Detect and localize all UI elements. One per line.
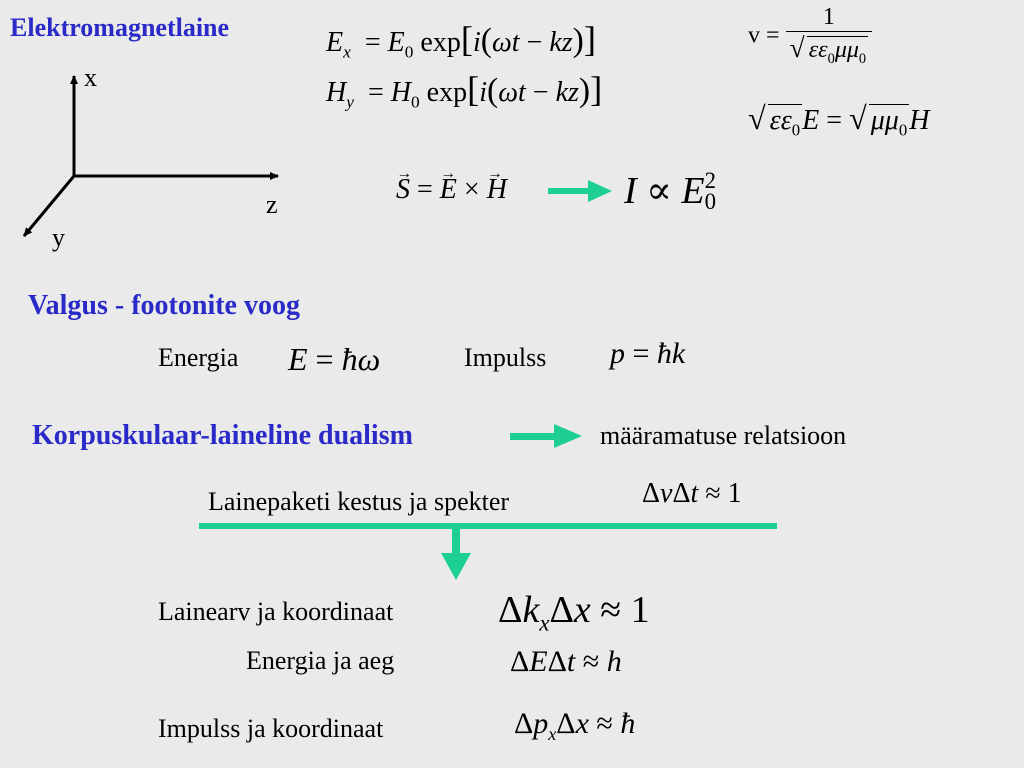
- equation-photon-energy: E = ħω: [288, 341, 381, 377]
- energy-label: Energia: [158, 343, 239, 372]
- slide-title: Elektromagnetlaine: [10, 13, 230, 42]
- equation-photon-momentum: p = ħk: [610, 337, 686, 370]
- wavepacket-label: Lainepaketi kestus ja spekter: [208, 487, 510, 516]
- equation-wavenumber-coordinate: $\Delta k_x\Delta x \approx 1$: [498, 589, 650, 636]
- uncertainty-relation-label: määramatuse relatsioon: [600, 421, 847, 450]
- wavepacket-bracket: [199, 523, 777, 580]
- section-heading-duality: Korpuskulaar-laineline dualism: [32, 420, 413, 451]
- equation-intensity: I ∝ E 2 0: [624, 168, 716, 214]
- y-axis-label: y: [52, 223, 65, 252]
- equation-ex: $E_x = E_0$ exp[i(ωt − kz)]: [326, 19, 596, 62]
- arrow-duality: [510, 424, 582, 448]
- relation-label-momentum-coordinate: Impulss ja koordinaat: [158, 714, 384, 743]
- relation-label-energy-time: Energia ja aeg: [246, 646, 395, 675]
- equation-e-h-relation: √ $\varepsilon\varepsilon_0E$ = √ $\mu\mu_0H$: [748, 100, 930, 140]
- x-axis-label: x: [84, 63, 97, 92]
- relation-label-wavenumber: Lainearv ja koordinaat: [158, 597, 394, 626]
- equation-speed: v = $\frac{1}{√ \varepsilon\varepsilon_0\mu\mu_0}$: [748, 4, 872, 68]
- equation-poynting: → S = → E × → H: [396, 174, 507, 206]
- equation-momentum-coordinate: $\Delta p_x\Delta x$ ≈ ħ: [514, 707, 636, 744]
- equation-energy-time: ΔEΔt ≈ h: [510, 645, 622, 678]
- y-axis-line: [24, 176, 74, 236]
- equation-hy: $H_y = H_0$ exp[i(ωt − kz)]: [326, 69, 603, 112]
- arrow-poynting: [548, 180, 612, 202]
- section-heading-photons: Valgus - footonite voog: [28, 290, 300, 321]
- coordinate-axes: [24, 76, 278, 236]
- momentum-label: Impulss: [464, 343, 547, 372]
- equation-wavepacket: ΔνΔt ≈ 1: [642, 478, 742, 509]
- z-axis-label: z: [266, 190, 278, 219]
